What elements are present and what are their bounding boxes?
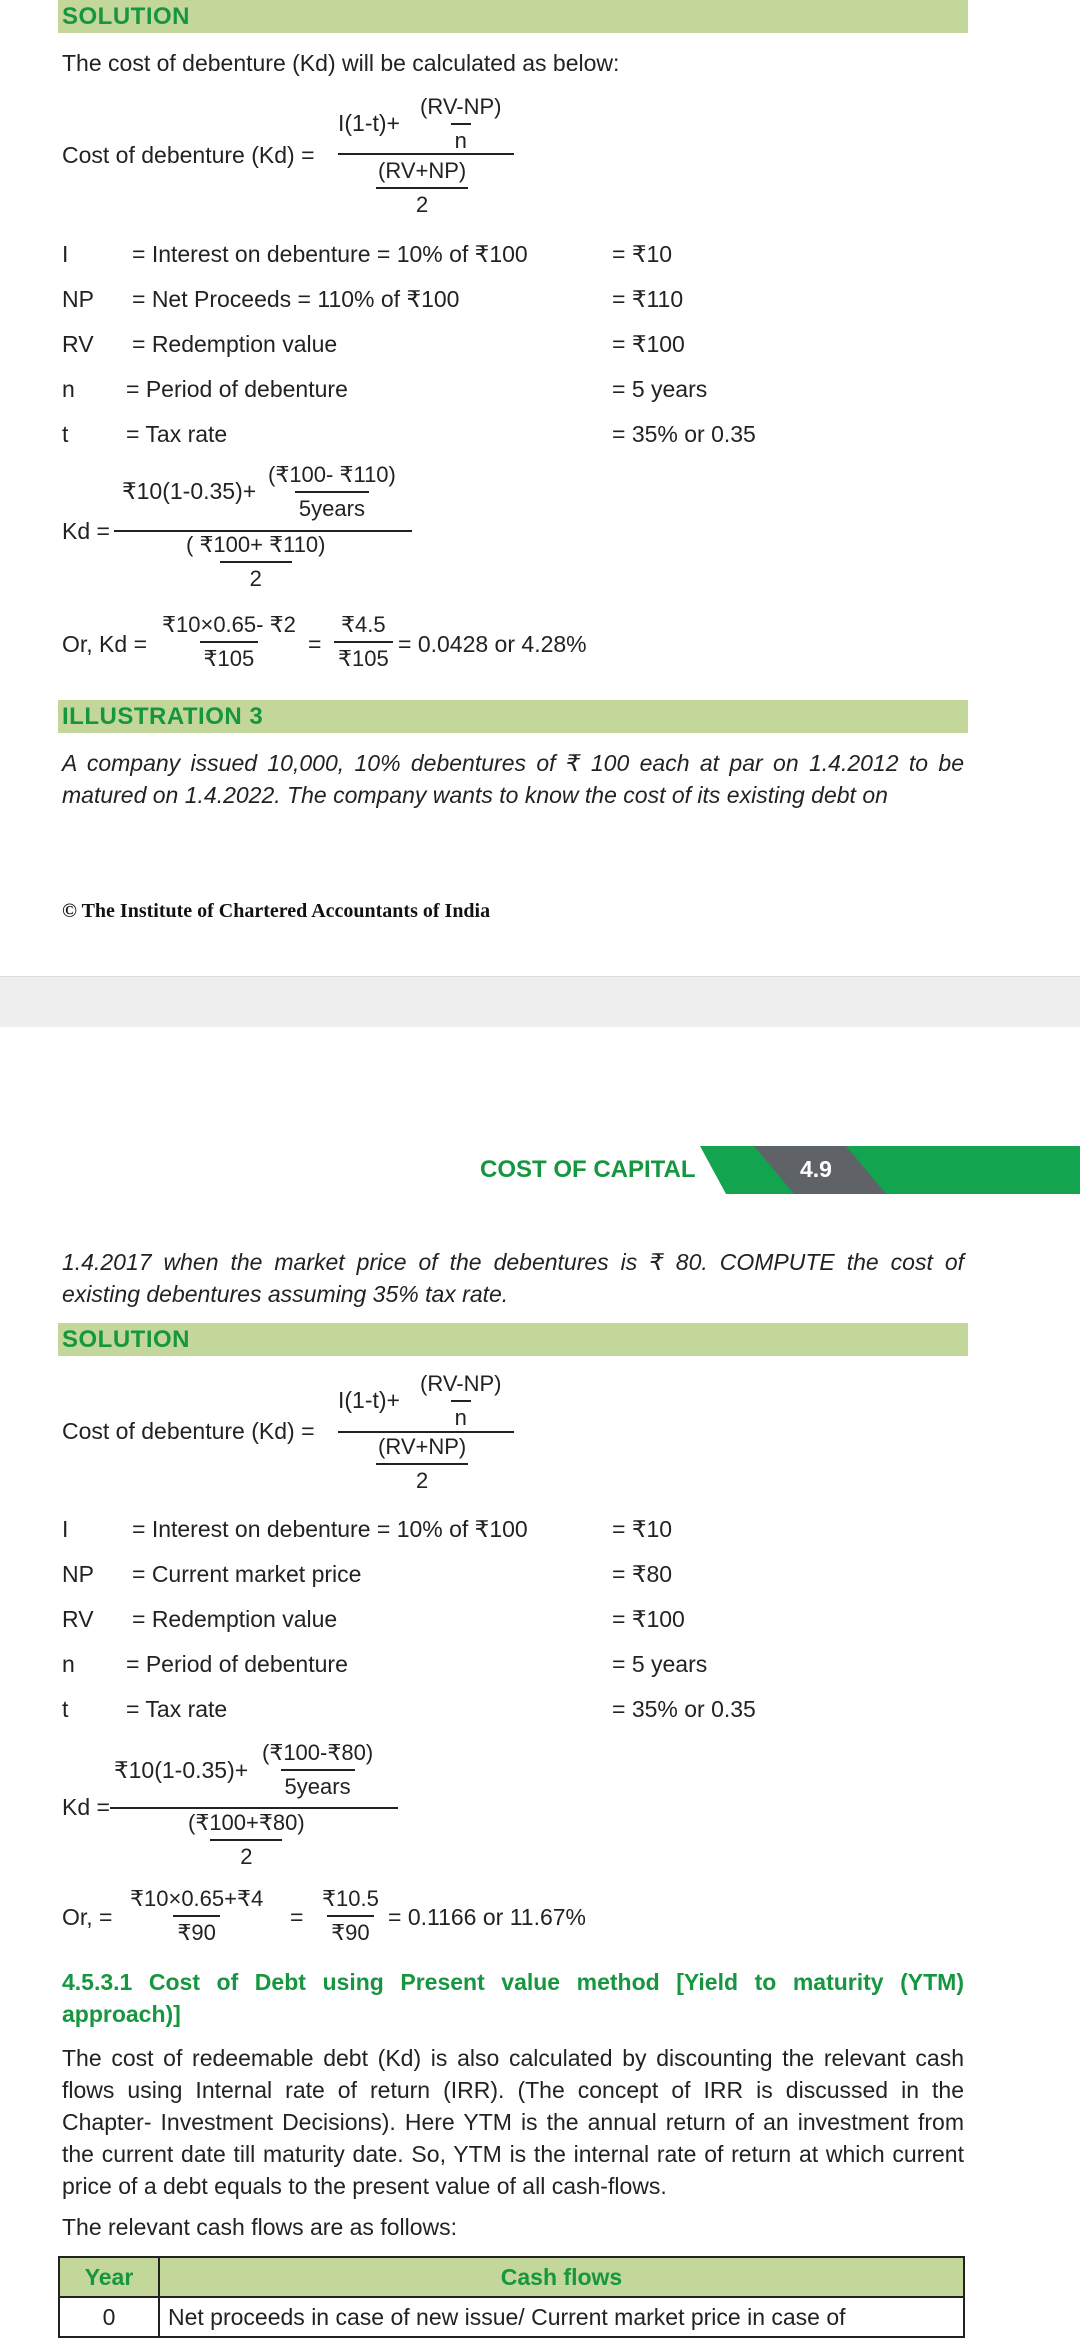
kd-inner-num-2: (₹100-₹80) [262,1740,374,1765]
kd-inner-den-2: 5years [281,1769,355,1800]
or-result-2: = 0.1166 or 11.67% [388,1904,586,1930]
def-value: = ₹10 [612,1516,673,1542]
kd-num-left-2: ₹10(1-0.35)+ [114,1757,249,1783]
def-symbol: n [62,376,75,402]
or-result: = 0.0428 or 4.28% [398,631,587,657]
def-symbol: I [62,1516,69,1542]
def-value: = ₹80 [612,1561,673,1587]
or-fraction-2 [334,612,393,672]
kd-den-fraction-2 [184,1810,309,1870]
def-description: = Redemption value [132,1606,338,1632]
kd-inner-fraction-2 [258,1740,377,1800]
def-description: = Redemption value [132,331,338,357]
solution-heading-bar [58,0,968,33]
formula-num-left-2: I(1-t)+ [338,1387,400,1413]
formula-inner-den: n [451,123,471,154]
def-symbol: I [62,241,69,267]
def-value: = ₹10 [612,241,673,267]
kd-inner-num: (₹100- ₹110) [268,462,396,487]
def-symbol: RV [62,331,94,357]
formula-den-den-2: 2 [376,1463,468,1494]
def-description: = Period of debenture [126,1651,348,1677]
kd-inner-den: 5years [295,491,369,522]
formula-den-num: (RV+NP) [378,158,467,183]
solution-heading-bar-2 [58,1323,968,1356]
formula-main-bar-2 [338,1431,514,1433]
or-f2-den-2: ₹90 [327,1915,373,1946]
cell-year: 0 [59,2297,159,2337]
def-value: = ₹110 [612,286,684,312]
or-f1-num-2: ₹10×0.65+₹4 [130,1886,264,1911]
formula-num-left: I(1-t)+ [338,110,400,136]
def-symbol: t [62,421,69,447]
section-heading: 4.5.3.1 Cost of Debt using Present value method [Yield to maturity (YTM) approach)] [62,1969,964,2027]
def-description: = Current market price [132,1561,362,1587]
kd-den-den: 2 [220,561,292,592]
formula-inner-num-2: (RV-NP) [420,1371,502,1396]
def-description: = Period of debenture [126,376,348,402]
formula-inner-fraction-2 [416,1371,506,1431]
kd-inner-fraction [264,462,400,522]
or-f2-num-2: ₹10.5 [322,1886,379,1911]
def-value: = 35% or 0.35 [612,1696,756,1722]
cell-cash-flow: Net proceeds in case of new issue/ Current market price in case of [159,2297,964,2337]
green-ribbon [700,1146,1080,1194]
or-f2-num: ₹4.5 [341,612,386,637]
section-text: The cost of redeemable debt (Kd) is also calculated by discounting the relevant cash flows using Internal rate of return (IRR). (The concept of IRR is discussed in the Chapter- Investment Decisions). Here YTM is the annual return of an investment from the current date till maturity date. So, YTM is the internal rate of return at which current price of a debt equals to the present value of all cash-flows. [62,2045,964,2199]
formula-den-num-2: (RV+NP) [378,1434,467,1459]
solution-heading-2: SOLUTION [62,1326,190,1353]
formula-lhs-2: Cost of debenture (Kd) = [62,1418,315,1444]
kd-num-left: ₹10(1-0.35)+ [122,478,257,504]
chapter-title: COST OF CAPITAL [480,1156,696,1183]
or-f2-den: ₹105 [334,641,393,672]
def-description: = Net Proceeds = 110% of ₹100 [132,286,460,312]
or-f1-den-2: ₹90 [173,1915,219,1946]
def-symbol: NP [62,286,94,312]
def-description: = Interest on debenture = 10% of ₹100 [132,241,528,267]
or-fraction-1 [158,612,300,672]
or-equals: = [308,631,322,657]
footer-copyright: © The Institute of Chartered Accountants of India [62,900,491,922]
formula-inner-num: (RV-NP) [420,94,502,119]
kd-den-num-2: (₹100+₹80) [188,1810,305,1835]
solution-intro: The cost of debenture (Kd) will be calculated as below: [62,50,620,76]
def-value: = 5 years [612,1651,708,1677]
or-f1-den: ₹105 [200,641,259,672]
kd-den-fraction [182,532,330,592]
page-separator [0,976,1080,1027]
cashflow-intro: The relevant cash flows are as follows: [62,2214,458,2240]
formula-lhs: Cost of debenture (Kd) = [62,142,315,168]
def-value: = ₹100 [612,1606,685,1632]
def-symbol: NP [62,1561,94,1587]
illustration-heading: ILLUSTRATION 3 [62,703,264,730]
def-value: = ₹100 [612,331,685,357]
def-symbol: RV [62,1606,94,1632]
kd-lhs-2: Kd = [62,1794,110,1820]
header-cash-flows: Cash flows [159,2257,964,2297]
def-description: = Interest on debenture = 10% of ₹100 [132,1516,528,1542]
illustration-text: A company issued 10,000, 10% debentures of ₹ 100 each at par on 1.4.2012 to be matured on 1.4.2022. The company wants to know the cost of its existing debt on [62,750,964,808]
formula-den-fraction [374,158,470,218]
header-year: Year [59,2257,159,2297]
formula-inner-fraction [416,94,506,154]
kd-den-den-2: 2 [210,1839,282,1870]
or-f1-num: ₹10×0.65- ₹2 [162,612,296,637]
def-value: = 35% or 0.35 [612,421,756,447]
def-symbol: n [62,1651,75,1677]
or-fraction-1-2 [126,1886,267,1946]
table-row [59,2297,964,2337]
page-number-tab [700,1144,1080,1196]
formula-den-den: 2 [376,187,468,218]
kd-main-bar-2 [110,1807,398,1809]
or-lhs: Or, Kd = [62,631,148,657]
def-description: = Tax rate [126,421,228,447]
or-equals-2: = [290,1904,304,1930]
cashflow-table [58,2256,965,2338]
def-description: = Tax rate [126,1696,228,1722]
illustration-heading-bar [58,700,968,733]
solution-heading: SOLUTION [62,3,190,30]
formula-den-fraction-2 [374,1434,470,1494]
kd-den-num: ( ₹100+ ₹110) [186,532,326,557]
def-value: = 5 years [612,376,708,402]
formula-inner-den-2: n [451,1400,471,1431]
kd-lhs: Kd = [62,518,110,544]
def-symbol: t [62,1696,69,1722]
or-fraction-2-2 [318,1886,383,1946]
or-lhs-2: Or, = [62,1904,113,1930]
continued-text: 1.4.2017 when the market price of the debentures is ₹ 80. COMPUTE the cost of existing debentures assuming 35% tax rate. [62,1249,964,1307]
page-number: 4.9 [800,1156,832,1182]
table-header-row [59,2257,964,2297]
